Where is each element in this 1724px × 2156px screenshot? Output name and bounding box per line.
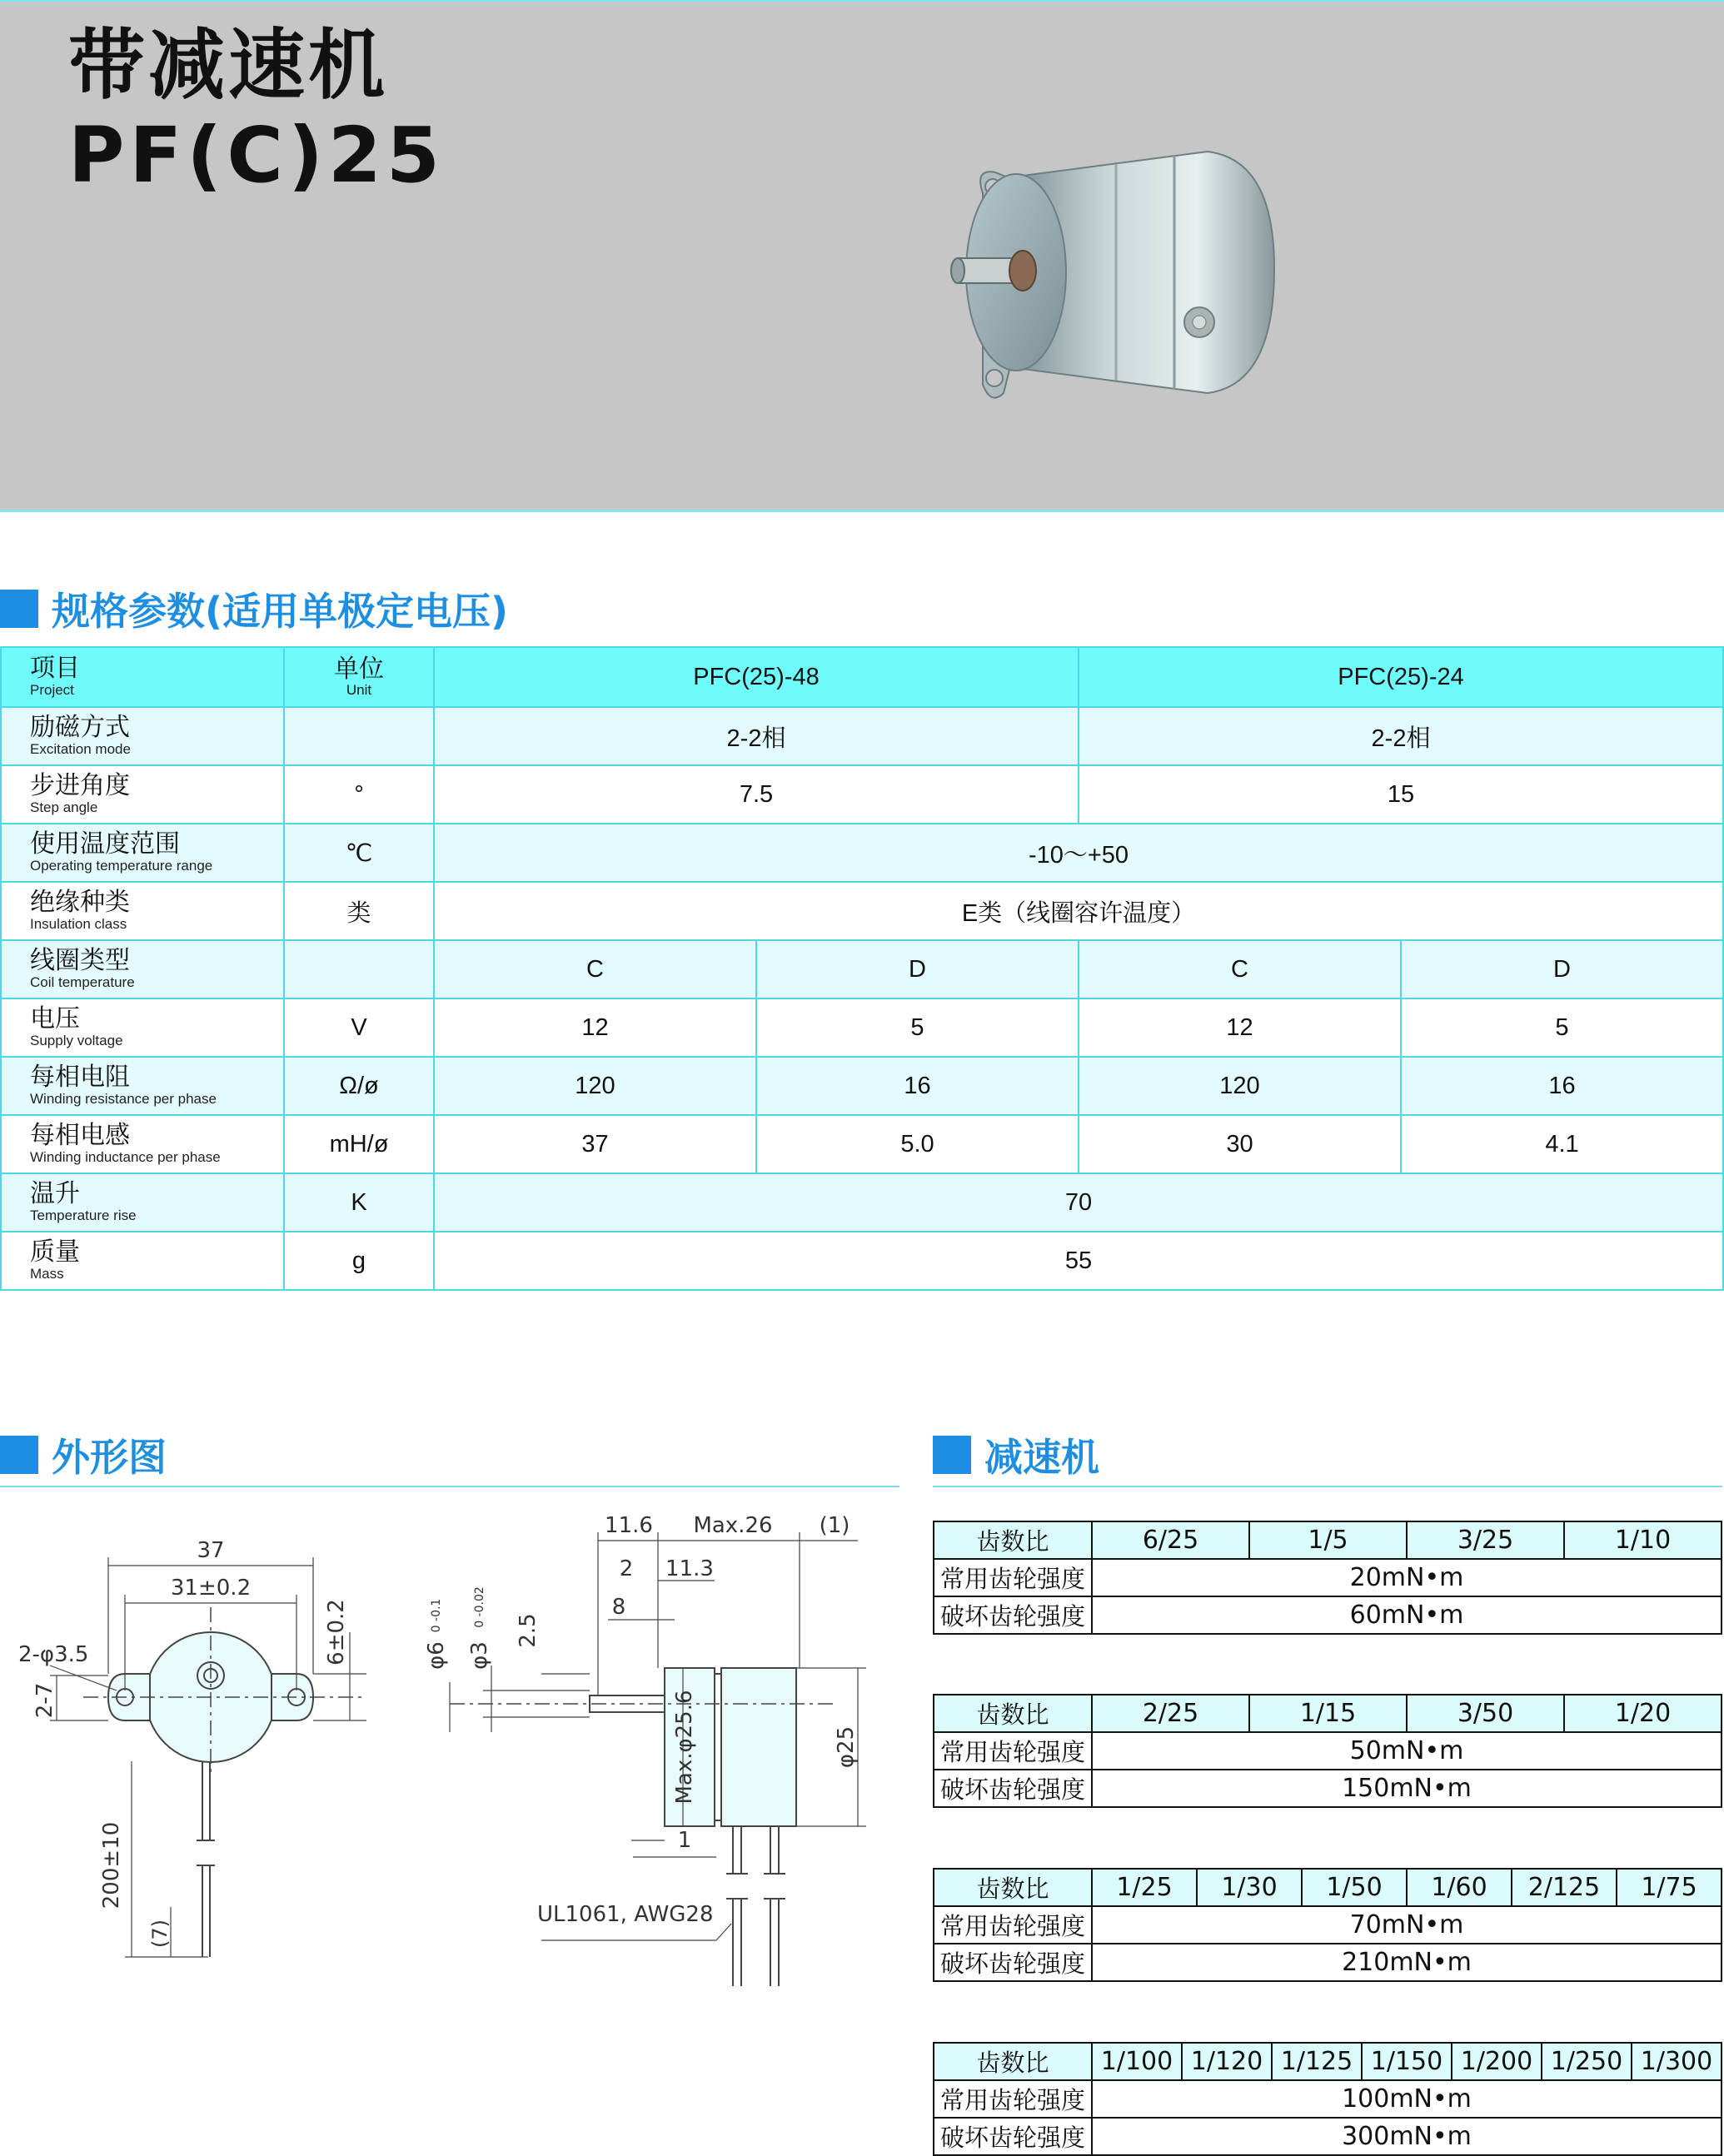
row-unit: [284, 707, 434, 765]
gear-ratio-row: [934, 1695, 1722, 1732]
row-voltage: [1, 998, 1723, 1057]
gear-break-row: [934, 1770, 1722, 1807]
ratio-cell: 3/50: [1407, 1695, 1564, 1732]
section-outline: [0, 1426, 167, 1484]
cell: 120: [1079, 1057, 1401, 1115]
label-en: Excitation mode: [30, 741, 131, 757]
dim-2-7: 2-7: [32, 1682, 57, 1719]
row-unit: [284, 940, 434, 998]
header-item-zh: 项目: [30, 654, 80, 683]
cell: 12: [1079, 998, 1401, 1057]
ratio-label: 齿数比: [934, 1695, 1092, 1732]
break-label: 破坏齿轮强度: [934, 1944, 1092, 1981]
break-label: 破坏齿轮强度: [934, 1770, 1092, 1807]
ratio-cell: 1/75: [1617, 1869, 1722, 1906]
cell: 120: [434, 1057, 756, 1115]
ratio-cell: 1/50: [1302, 1869, 1407, 1906]
break-label: 破坏齿轮强度: [934, 2118, 1092, 2155]
row-inductance: [1, 1115, 1723, 1173]
label-zh: 质量: [30, 1237, 80, 1267]
cell: 7.5: [434, 765, 1079, 824]
dim-1p: (1): [819, 1513, 850, 1538]
row-insulation: [1, 882, 1723, 940]
row-label: [1, 998, 284, 1057]
dim-7: (7): [148, 1919, 172, 1948]
ratio-cell: 1/200: [1452, 2043, 1542, 2080]
row-unit: g: [284, 1232, 434, 1290]
cell: 37: [434, 1115, 756, 1173]
gear-normal-row: [934, 1559, 1722, 1596]
normal-value: 50mN•m: [1092, 1732, 1722, 1770]
dim-6: 6±0.2: [324, 1599, 349, 1666]
gear-table-2: [933, 1694, 1722, 1808]
cell: 16: [1401, 1057, 1723, 1115]
label-zh: 电压: [30, 1004, 80, 1033]
cell: D: [1401, 940, 1723, 998]
label-en: Winding resistance per phase: [30, 1091, 217, 1107]
spec-header-row: [1, 647, 1723, 707]
cell: 16: [756, 1057, 1079, 1115]
cell: -10～+50: [434, 824, 1723, 882]
row-unit: °: [284, 765, 434, 824]
dim-37: 37: [197, 1538, 225, 1563]
ratio-cell: 1/125: [1272, 2043, 1362, 2080]
cell: 12: [434, 998, 756, 1057]
row-coil: [1, 940, 1723, 998]
cell: C: [434, 940, 756, 998]
section-underline: [0, 1486, 899, 1487]
section-outline-title: 外形图: [52, 1435, 167, 1480]
label-zh: 温升: [30, 1179, 80, 1208]
label-en: Supply voltage: [30, 1033, 123, 1048]
ratio-label: 齿数比: [934, 2043, 1092, 2080]
cell: 55: [434, 1232, 1723, 1290]
ratio-cell: 1/100: [1092, 2043, 1182, 2080]
gear-table-1: [933, 1521, 1722, 1635]
gear-normal-row: [934, 2080, 1722, 2118]
row-label: [1, 940, 284, 998]
cell: 70: [434, 1173, 1723, 1232]
break-value: 210mN•m: [1092, 1944, 1722, 1981]
dim-8: 8: [611, 1595, 626, 1620]
dim-phi3: φ3: [467, 1641, 492, 1670]
cell: 5: [756, 998, 1079, 1057]
section-marker: [0, 1436, 38, 1474]
cell: 4.1: [1401, 1115, 1723, 1173]
row-label: [1, 882, 284, 940]
spec-table: [0, 646, 1724, 1291]
row-label: [1, 707, 284, 765]
label-en: Temperature rise: [30, 1207, 137, 1223]
dim-31: 31±0.2: [170, 1576, 252, 1601]
dim-phi25: φ25: [834, 1725, 859, 1769]
ratio-cell: 1/15: [1249, 1695, 1407, 1732]
cell: 2-2相: [1079, 707, 1723, 765]
dim-11-6: 11.6: [605, 1513, 653, 1538]
normal-value: 100mN•m: [1092, 2080, 1722, 2118]
dim-phi6: φ6: [424, 1641, 449, 1670]
label-en: Winding inductance per phase: [30, 1149, 221, 1165]
row-step-angle: [1, 765, 1723, 824]
ratio-label: 齿数比: [934, 1521, 1092, 1559]
normal-label: 常用齿轮强度: [934, 1732, 1092, 1770]
header-unit-en: Unit: [346, 682, 372, 698]
dim-phi3-tol: 0 -0.02: [473, 1586, 486, 1628]
cell: D: [756, 940, 1079, 998]
gear-ratio-row: [934, 1521, 1722, 1559]
cell: 30: [1079, 1115, 1401, 1173]
model-name: PF(C)25: [68, 111, 445, 200]
row-label: [1, 1232, 284, 1290]
header-model-a: PFC(25)-48: [434, 647, 1079, 707]
ratio-cell: 1/20: [1564, 1695, 1722, 1732]
gear-break-row: [934, 1944, 1722, 1981]
gear-table-3: [933, 1868, 1722, 1982]
section-gearbox: [933, 1426, 1099, 1484]
row-label: [1, 765, 284, 824]
section-gearbox-title: 减速机: [984, 1435, 1099, 1480]
cell: 15: [1079, 765, 1723, 824]
dim-lead: 200±10: [99, 1821, 124, 1910]
normal-label: 常用齿轮强度: [934, 2080, 1092, 2118]
header-model-b: PFC(25)-24: [1079, 647, 1723, 707]
outline-drawing: [0, 1507, 899, 1999]
section-specs: [0, 580, 508, 638]
break-label: 破坏齿轮强度: [934, 1596, 1092, 1634]
label-en: Step angle: [30, 799, 98, 815]
label-en: Insulation class: [30, 916, 127, 932]
ratio-cell: 1/150: [1362, 2043, 1452, 2080]
ratio-cell: 1/25: [1092, 1869, 1197, 1906]
label-zh: 每相电感: [30, 1121, 130, 1150]
page-title: 带减速机: [68, 21, 389, 110]
label-zh: 步进角度: [30, 771, 130, 800]
break-value: 150mN•m: [1092, 1770, 1722, 1807]
ratio-cell: 1/300: [1632, 2043, 1722, 2080]
label-zh: 线圈类型: [30, 946, 130, 975]
ratio-cell: 2/125: [1512, 1869, 1617, 1906]
header-item: [1, 647, 284, 707]
section-underline: [933, 1486, 1722, 1487]
dim-2: 2: [619, 1556, 634, 1581]
ratio-cell: 1/250: [1542, 2043, 1632, 2080]
hero-banner: [0, 0, 1724, 512]
normal-label: 常用齿轮强度: [934, 1559, 1092, 1596]
wire-spec: UL1061, AWG28: [537, 1902, 714, 1927]
gear-break-row: [934, 1596, 1722, 1634]
label-en: Operating temperature range: [30, 858, 213, 874]
section-specs-title: 规格参数(适用单极定电压): [52, 589, 509, 634]
dim-max26: Max.26: [693, 1513, 773, 1538]
row-unit: V: [284, 998, 434, 1057]
break-value: 60mN•m: [1092, 1596, 1722, 1634]
cell: C: [1079, 940, 1401, 998]
cell: 2-2相: [434, 707, 1079, 765]
ratio-label: 齿数比: [934, 1869, 1092, 1906]
ratio-cell: 3/25: [1407, 1521, 1564, 1559]
normal-value: 70mN•m: [1092, 1906, 1722, 1944]
row-unit: mH/ø: [284, 1115, 434, 1173]
normal-value: 20mN•m: [1092, 1559, 1722, 1596]
label-en: Coil temperature: [30, 974, 135, 990]
row-excitation: [1, 707, 1723, 765]
row-label: [1, 1057, 284, 1115]
row-label: [1, 1173, 284, 1232]
row-temperature: [1, 824, 1723, 882]
header-unit-zh: 单位: [334, 655, 384, 684]
row-unit: 类: [284, 882, 434, 940]
label-en: Mass: [30, 1266, 64, 1282]
gear-normal-row: [934, 1906, 1722, 1944]
ratio-cell: 1/10: [1564, 1521, 1722, 1559]
dim-11-3: 11.3: [665, 1556, 714, 1581]
ratio-cell: 1/120: [1182, 2043, 1272, 2080]
normal-label: 常用齿轮强度: [934, 1906, 1092, 1944]
dim-1: 1: [677, 1828, 692, 1853]
ratio-cell: 1/5: [1249, 1521, 1407, 1559]
gear-table-4: [933, 2042, 1722, 2156]
row-resistance: [1, 1057, 1723, 1115]
ratio-cell: 2/25: [1092, 1695, 1249, 1732]
gear-break-row: [934, 2118, 1722, 2155]
ratio-cell: 1/60: [1407, 1869, 1512, 1906]
gear-ratio-row: [934, 2043, 1722, 2080]
ratio-cell: 1/30: [1197, 1869, 1302, 1906]
dim-max25-6: Max.φ25.6: [672, 1690, 697, 1805]
cell: 5.0: [756, 1115, 1079, 1173]
row-label: [1, 824, 284, 882]
row-mass: [1, 1232, 1723, 1290]
header-unit: [284, 647, 434, 707]
label-zh: 使用温度范围: [30, 829, 180, 859]
label-zh: 每相电阻: [30, 1063, 130, 1092]
dim-phi6-tol: 0 -0.1: [430, 1598, 443, 1633]
row-temp-rise: [1, 1173, 1723, 1232]
row-unit: ℃: [284, 824, 434, 882]
row-label: [1, 1115, 284, 1173]
gear-ratio-row: [934, 1869, 1722, 1906]
label-zh: 绝缘种类: [30, 888, 130, 917]
dim-2-5: 2.5: [516, 1613, 541, 1648]
section-marker: [933, 1436, 971, 1474]
break-value: 300mN•m: [1092, 2118, 1722, 2155]
dim-hole: 2-φ3.5: [18, 1642, 89, 1667]
gear-normal-row: [934, 1732, 1722, 1770]
section-marker: [0, 590, 38, 628]
cell: E类（线圈容许温度）: [434, 882, 1723, 940]
header-item-en: Project: [30, 682, 74, 698]
cell: 5: [1401, 998, 1723, 1057]
motor-photo: [924, 143, 1299, 418]
label-zh: 励磁方式: [30, 713, 130, 742]
ratio-cell: 6/25: [1092, 1521, 1249, 1559]
row-unit: K: [284, 1173, 434, 1232]
row-unit: Ω/ø: [284, 1057, 434, 1115]
